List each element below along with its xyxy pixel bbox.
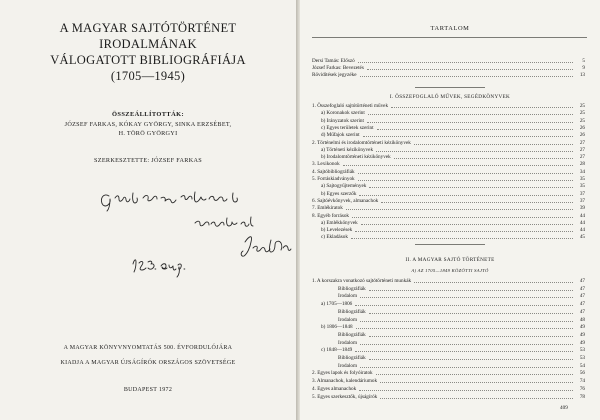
section2-subheading: A) AZ 1705—1849 KÖZÖTTI SAJTÓ [411,268,489,273]
toc-leader [394,158,573,159]
toc-entry [312,198,587,205]
toc-entry-label: 5. Forráskiadványok [312,176,355,182]
toc-entry-page: 35 [579,176,585,182]
toc-entry-label: c) 1848—1849 [321,347,353,354]
toc-entry-page: 39 [579,205,585,212]
toc-entry-label: a) 1705—1806 [321,301,353,308]
toc-title: TARTALOM [430,25,470,32]
toc-entry-label: 4. Egyes almanachok [312,385,357,392]
toc-top-rule [312,37,587,38]
toc-entry-label: 6. Sajtóévkönyvek, almanachok [312,197,379,204]
toc-entry-page: 53 [579,355,585,361]
footer-publisher: KIADJA A MAGYAR ÚJSÁGÍRÓK ORSZÁGOS SZÖVETSÉGE [60,360,236,366]
toc-leader [358,173,573,174]
toc-entry [312,176,587,183]
toc-leader [360,367,573,368]
toc-leader [367,122,573,123]
toc-entry [312,324,587,331]
toc-leader [369,313,573,314]
toc-entry-label: 8. Egyéb források [312,212,350,219]
toc-entry-page: 49 [579,324,585,331]
toc-entry-label: 3. Almanachok, kalendáriumok [312,378,378,385]
toc-entry-label: Rövidítések jegyzéke [312,72,357,78]
toc-entry [312,286,587,293]
toc-entry-label: 7. Emlékiratok [312,205,343,212]
toc-entry [312,234,587,241]
toc-leader [414,144,573,145]
toc-leader [367,69,573,70]
toc-entry [312,191,587,198]
toc-entry-page: 27 [579,154,585,161]
toc-entry-page: 47 [579,293,585,300]
toc-entry-page: 25 [579,117,585,124]
handwritten-dedication [95,168,295,283]
section-divider [415,87,485,88]
toc-entry [312,118,587,125]
toc-entry [312,58,587,65]
toc-leader [414,282,573,283]
toc-entry [312,227,587,234]
toc-entry-page: 26 [579,124,585,131]
toc-leader [369,359,573,360]
toc-entry-page: 13 [579,72,585,78]
toc-leader [356,328,573,329]
toc-leader [360,321,573,322]
toc-leader [391,107,573,108]
toc-entry-page: 56 [579,370,585,377]
toc-entry [312,140,587,147]
toc-entry-label: b) Irányzatok szerint [321,117,364,124]
toc-entry-page: 53 [579,347,585,354]
toc-entry-page: 37 [579,197,585,204]
footer-place-year: BUDAPEST 1972 [123,387,173,393]
toc-entry-label: b) 1806—1848 [321,324,353,331]
toc-entry-label: 3. Lexikonok [312,161,340,168]
toc-leader [360,297,573,298]
toc-leader [368,114,573,115]
section2-heading: II. A MAGYAR SAJTÓ TÖRTÉNETE [405,257,495,263]
toc-entry [312,103,587,110]
toc-entry-label: d) Műfajok szerint [321,132,360,139]
toc-entry-page: 25 [579,110,585,117]
toc-entry [312,363,587,370]
toc-entry [312,169,587,176]
toc-leader [352,217,573,218]
toc-entry [312,340,587,347]
toc-entry-page: 27 [579,146,585,153]
toc-entry [312,332,587,339]
compilers-list [0,120,296,138]
toc-leader [380,398,573,399]
toc-entry-label: 4. Sajtóbibliográfiák [312,168,355,175]
toc-leader [360,76,573,77]
toc-entry-page: 45 [579,234,585,241]
toc-entry-page: 49 [579,339,585,346]
toc-entry [312,154,587,161]
title-line: IRODALMÁNAK [99,37,197,51]
toc-entry-page: 28 [579,161,585,168]
toc-entry [312,386,587,393]
toc-entry-label: Dersi Tamás: Előszó [312,58,355,64]
toc-leader [369,336,573,337]
toc-entry-label: 1. Összefoglaló sajtótörténeti művek [312,103,389,109]
toc-entry [312,347,587,354]
toc-leader [377,129,573,130]
toc-entry [312,309,587,316]
toc-entry-page: 44 [579,227,585,234]
toc-leader [359,195,573,196]
toc-leader [369,290,573,291]
section-divider [415,244,485,245]
compilers-heading: ÖSSZEÁLLÍTOTTÁK: [112,111,184,118]
editor-line: SZERKESZTETTE: JÓZSEF FARKAS [94,157,202,164]
toc-entry-page: 54 [579,362,585,369]
toc-entry-page: 78 [579,393,585,400]
toc-entry-page: 44 [579,219,585,226]
toc-leader [363,136,573,137]
toc-entry-page: 25 [579,103,585,109]
toc-entry-label: c) Egyes területek szerint [321,124,374,131]
toc-entry [312,110,587,117]
toc-entry-page: 9 [582,65,585,71]
toc-entry-label: b) Levelezések [321,227,353,234]
toc-entry-page: 26 [579,132,585,139]
toc-leader [343,165,573,166]
toc-entry-page: 35 [579,183,585,190]
toc-entry [312,378,587,385]
toc-entry-label: Irodalom [338,339,358,346]
toc-entry-label: 5. Egyes szerkesztők, újságírók [312,393,378,400]
toc-entry-page: 49 [579,331,585,338]
toc-entry-label: a) Sajtogyűjtemények [321,183,367,190]
toc-entry [312,278,587,285]
toc-entry-label: Irodalom [338,316,358,323]
toc-entry-label: József Farkas: Bevezetés [312,65,364,71]
toc-leader [376,374,573,375]
toc-entry [312,370,587,377]
toc-leader [355,351,573,352]
toc-entry-label: a) Emlékkönyvek [321,219,358,226]
toc-entry-page: 47 [579,285,585,292]
toc-entry [312,213,587,220]
title-line: (1705—1945) [110,69,186,83]
toc-leader [360,344,573,345]
toc-leader [381,202,573,203]
toc-entry-page: 74 [579,378,585,385]
toc-entry-label: a) Koronakok szerint [321,110,365,117]
book-title [0,20,296,84]
toc-entry-page: 34 [579,168,585,175]
toc-entry-page: 27 [579,139,585,146]
toc-leader [376,151,573,152]
toc-entry [312,220,587,227]
toc-leader [351,238,573,239]
toc-entry-page: 47 [579,278,585,284]
toc-entry-label: Bibliográfiák [338,331,366,338]
toc-entry [312,161,587,168]
toc-entry-label: b) Egyes szerzők [321,190,357,197]
toc-entry [312,205,587,212]
toc-leader [355,231,573,232]
footer-anniversary: A MAGYAR KÖNYVNYOMTATÁS 500. ÉVFORDULÓJÁRA [63,345,233,351]
toc-entry-page: 5 [582,58,585,64]
toc-entry [312,301,587,308]
toc-entry-label: 1. A korszakra vonatkozó sajtótörténeti munkák [312,278,412,284]
toc-entry [312,147,587,154]
toc-entry-page: 76 [579,385,585,392]
toc-entry-label: a) Történeti kézikönyvek [321,146,374,153]
toc-leader [358,62,573,63]
toc-entry-label: 2. Történelmi és irodalomtörténeti kézikönyvek [312,139,411,146]
toc-leader [380,382,573,383]
toc-entry-label: Irodalom [338,293,358,300]
toc-entry [312,355,587,362]
title-line: VÁLOGATOTT BIBLIOGRÁFIÁJA [50,53,246,67]
toc-entry [312,65,587,72]
toc-entry [312,183,587,190]
title-line: A MAGYAR SAJTÓTÖRTÉNET [59,21,237,35]
toc-entry [312,132,587,139]
toc-leader [346,209,573,210]
toc-entry [312,125,587,132]
toc-leader [361,224,573,225]
toc-entry [312,293,587,300]
toc-leader [358,180,573,181]
toc-entry-label: Irodalom [338,362,358,369]
toc-entry-page: 37 [579,190,585,197]
toc-entry-page: 47 [579,308,585,315]
page-number: 409 [560,405,568,411]
toc-entry-label: Bibliográfiák [338,308,366,315]
toc-entry [312,317,587,324]
toc-entry-page: 44 [579,212,585,219]
toc-leader [369,187,573,188]
toc-entry-page: 48 [579,316,585,323]
toc-entry-label: b) Irodalomtörténeti kézikönyvek [321,154,391,161]
compilers-line: JÓZSEF FARKAS, KÓKAY GYÖRGY, SINKA ERZSÉBET, [64,121,232,128]
toc-entry [312,394,587,401]
toc-leader [359,390,573,391]
section1-heading: I. ÖSSZEFOGLALÓ MŰVEK, SEGÉDKÖNYVEK [389,94,511,100]
toc-entry-label: Bibliográfiák [338,355,366,361]
toc-entry-label: c) Ekladások [321,234,348,241]
toc-entry-label: Bibliográfiák [338,285,366,292]
toc-entry-label: 2. Egyes lapok és folyóiratok [312,370,373,377]
toc-leader [355,305,573,306]
toc-entry [312,72,587,79]
compilers-line: H. TÖRÖ GYÖRGYI [118,130,178,137]
toc-entry-page: 47 [579,301,585,308]
